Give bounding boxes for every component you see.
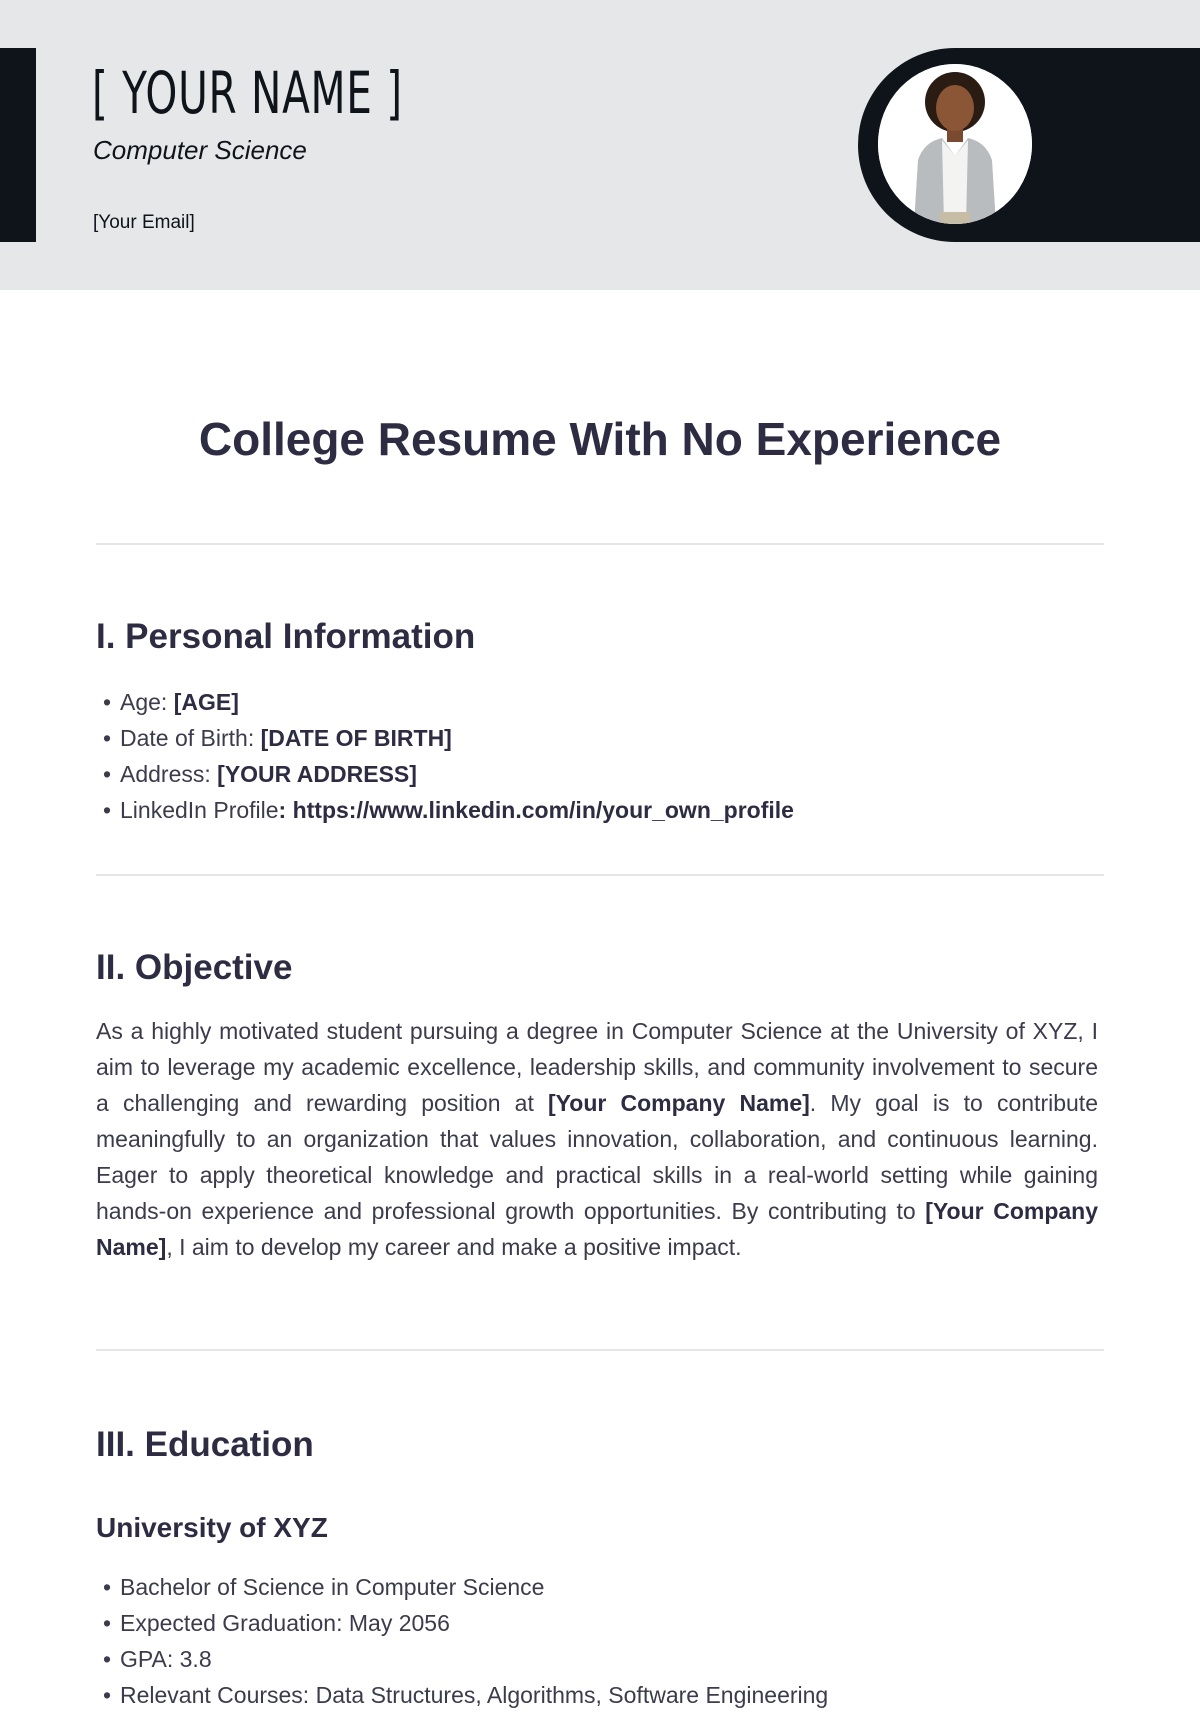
profile-photo <box>878 64 1032 224</box>
objective-text: . My goal is to contribute meaningfully to an organization that values innovation, collaboration, and continuous learning. Eager to apply theoretical knowledge and practical skills in a real-world setting while gaining hands-on experience and professional growth opportunities. By contributing to <box>96 1090 1098 1224</box>
section-heading-personal-information: I. Personal Information <box>96 617 476 656</box>
divider <box>96 1349 1104 1351</box>
candidate-name: [ YOUR NAME ] <box>92 59 403 127</box>
item-label: Date of Birth: <box>120 725 261 751</box>
list-item: • Address: [YOUR ADDRESS] <box>103 761 417 787</box>
personal-information-list <box>103 684 794 828</box>
company-name-placeholder: [Your Company Name] <box>548 1090 810 1116</box>
item-label: Age: <box>120 689 174 715</box>
item-value: [AGE] <box>173 689 239 715</box>
item-label: Address: <box>120 761 218 787</box>
item-value: [YOUR ADDRESS] <box>217 761 417 787</box>
list-item: • Relevant Courses: Data Structures, Algorithms, Software Engineering <box>103 1682 829 1708</box>
section-heading-objective: II. Objective <box>96 948 293 987</box>
list-item: • LinkedIn Profile: https://www.linkedin.com/in/your_own_profile <box>103 797 794 823</box>
header-left-accent-bar <box>0 48 36 242</box>
item-text: Expected Graduation: May 2056 <box>120 1610 450 1636</box>
list-item: • Expected Graduation: May 2056 <box>103 1610 450 1636</box>
item-text: Bachelor of Science in Computer Science <box>120 1574 545 1600</box>
education-list <box>103 1569 828 1713</box>
list-item: • GPA: 3.8 <box>103 1646 212 1672</box>
candidate-email: [Your Email] <box>93 212 195 233</box>
item-value: [DATE OF BIRTH] <box>260 725 452 751</box>
list-item: • Age: [AGE] <box>103 689 239 715</box>
list-item: • Bachelor of Science in Computer Science <box>103 1574 545 1600</box>
objective-paragraph <box>96 1013 1098 1265</box>
item-label: LinkedIn Profile <box>120 797 279 823</box>
candidate-program: Computer Science <box>93 135 307 165</box>
item-text: Relevant Courses: Data Structures, Algorithms, Software Engineering <box>120 1682 829 1708</box>
item-text: GPA: 3.8 <box>120 1646 212 1672</box>
list-item: • Date of Birth: [DATE OF BIRTH] <box>103 725 452 751</box>
divider <box>96 543 1104 545</box>
objective-text: As a highly motivated student pursuing a degree in Computer Science at the University of XYZ, I aim to leverage my academic excellence, leadership skills, and community involvement to secure a challenging and rewarding position at <box>96 1018 1098 1116</box>
company-name-placeholder: [Your Company Name] <box>96 1198 1098 1260</box>
profile-photo-illustration <box>878 64 1032 224</box>
resume-header <box>0 0 1200 290</box>
objective-text: , I aim to develop my career and make a positive impact. <box>166 1234 742 1260</box>
section-heading-education: III. Education <box>96 1425 314 1464</box>
linkedin-link[interactable]: : https://www.linkedin.com/in/your_own_profile <box>278 797 794 823</box>
education-institution: University of XYZ <box>96 1512 328 1543</box>
divider <box>96 874 1104 876</box>
document-title: College Resume With No Experience <box>198 413 1002 465</box>
